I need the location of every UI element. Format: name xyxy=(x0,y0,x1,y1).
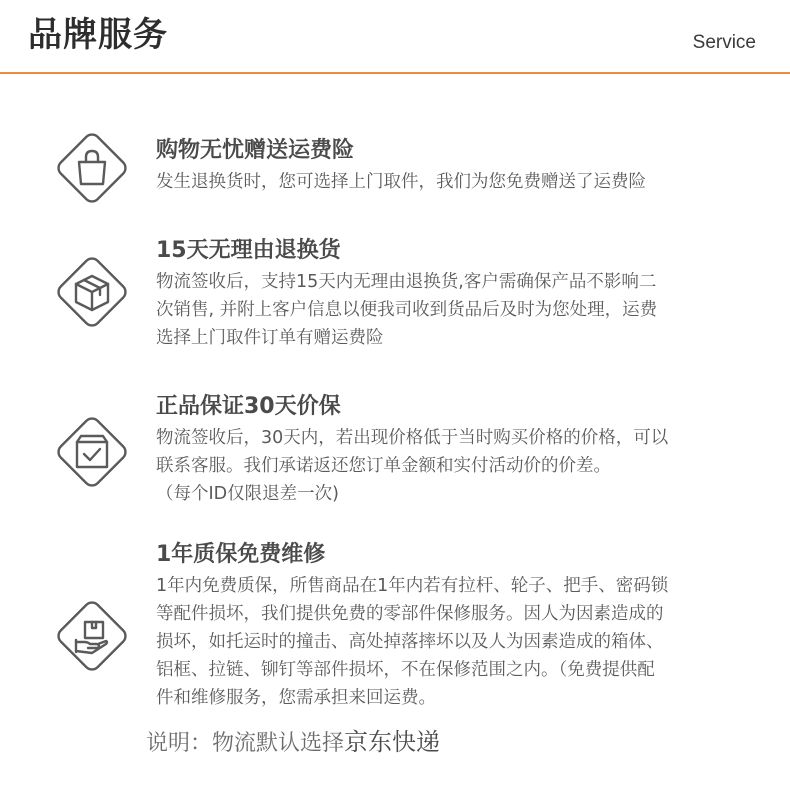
checked-box-icon xyxy=(52,412,132,492)
shipping-carrier: 京东快递 xyxy=(344,728,441,756)
service-description xyxy=(156,268,746,352)
shipping-note-label: 说明：物流默认选择 xyxy=(146,731,345,756)
description-line: 件和维修服务，您需承担来回运费。 xyxy=(156,688,436,708)
description-line: 1年内免费质保，所售商品在1年内若有拉杆、轮子、把手、密码锁 xyxy=(156,576,669,596)
description-line: （每个ID仅限退差一次) xyxy=(156,484,339,504)
page-subtitle: Service xyxy=(692,32,756,53)
description-line: 损坏，如托运时的撞击、高处掉落摔坏以及人为因素造成的箱体、 xyxy=(156,632,664,652)
service-title: 15天无理由退换货 xyxy=(156,238,341,263)
description-line: 次销售, 并附上客户信息以便我司收到货品后及时为您处理，运费 xyxy=(156,300,658,320)
page-title: 品牌服务 xyxy=(28,15,168,55)
description-line: 选择上门取件订单有赠运费险 xyxy=(156,328,384,348)
description-line: 联系客服。我们承诺返还您订单金额和实付活动价的价差。 xyxy=(156,456,611,476)
description-line: 发生退换货时，您可选择上门取件，我们为您免费赠送了运费险 xyxy=(156,172,646,192)
service-title: 正品保证30天价保 xyxy=(156,394,341,419)
shipping-note xyxy=(146,726,440,760)
description-line: 等配件损坏，我们提供免费的零部件保修服务。因人为因素造成的 xyxy=(156,604,664,624)
service-title: 1年质保免费维修 xyxy=(156,542,326,567)
description-line: 物流签收后，30天内，若出现价格低于当时购买价格的价格，可以 xyxy=(156,428,669,448)
service-description xyxy=(156,572,746,712)
page-header xyxy=(0,0,790,74)
hand-box-icon xyxy=(52,596,132,676)
service-description xyxy=(156,424,746,508)
shopping-bag-icon xyxy=(52,128,132,208)
description-line: 物流签收后，支持15天内无理由退换货,客户需确保产品不影响二 xyxy=(156,272,657,292)
service-title: 购物无忧赠送运费险 xyxy=(156,138,355,163)
package-box-icon xyxy=(52,252,132,332)
service-description xyxy=(156,168,746,196)
description-line: 铝框、拉链、铆钉等部件损坏，不在保修范围之内。（免费提供配 xyxy=(156,660,655,680)
